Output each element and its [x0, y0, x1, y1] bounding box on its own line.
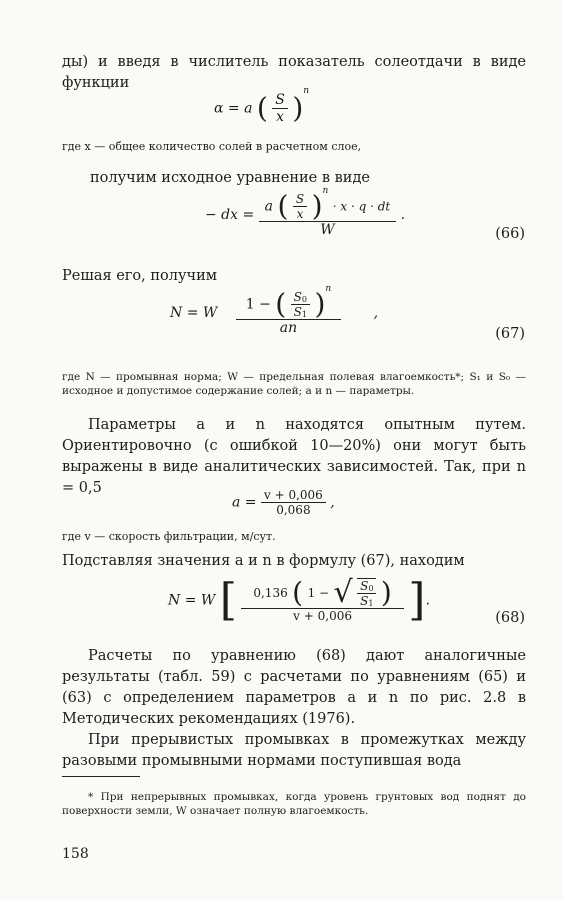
paragraph-4: Решая его, получим — [62, 268, 218, 284]
fraction — [259, 186, 397, 238]
paragraph-3: получим исходное уравнение в виде — [90, 170, 370, 186]
paren-right-icon: ) — [314, 287, 326, 321]
inner-numerator: S — [293, 192, 307, 207]
inner-fraction — [293, 192, 307, 221]
numerator-rest: · x · q · dt — [332, 199, 391, 214]
exponent: n — [322, 186, 329, 196]
numerator — [241, 575, 403, 610]
paragraph-9: Расчеты по уравнению (68) дают аналогичные результаты (табл. 59) с расчетами по уравнениям (65) и (63) с определением параметров a и n по рис. 2.8 в Методических рекомендациях (1976). — [62, 648, 526, 727]
one-minus: 1 − — [307, 586, 330, 600]
numerator: v + 0,006 — [261, 488, 326, 503]
paren-right-icon: ) — [292, 91, 304, 125]
equation-number-67: (67) — [495, 326, 525, 342]
inner-numerator: S0 — [291, 290, 310, 305]
fraction — [236, 284, 341, 336]
exponent: n — [325, 284, 332, 294]
paren-left-icon: ( — [256, 91, 268, 125]
formula-lhs: a = — [232, 494, 257, 511]
paragraph-1: ды) и введя в числитель показатель солеотдачи в виде функции — [62, 54, 526, 91]
formula-comma: , — [330, 494, 335, 511]
formula-66 — [205, 186, 406, 238]
bracket-right-icon: ] — [408, 574, 426, 626]
formula-67 — [170, 284, 379, 336]
coef: 0,136 — [253, 586, 288, 600]
paragraph-5: где N — промывная норма; W — предельная полевая влагоемкость*; S₁ и S₀ — исходное и допустимое содержание солей; a и n — параметры. — [62, 371, 526, 397]
paren-left-icon: ( — [277, 189, 289, 223]
page-number: 158 — [62, 846, 89, 862]
exponent: n — [303, 86, 310, 96]
paren-right-icon: ) — [380, 576, 392, 609]
equation-number-66: (66) — [495, 226, 525, 242]
footnote-divider — [62, 776, 140, 777]
equation-number-68: (68) — [495, 610, 525, 626]
denominator: an — [279, 320, 298, 336]
formula-lhs: N = W — [168, 592, 216, 609]
footnote: * При непрерывных промывках, когда уровень грунтовых вод поднят до поверхности земли, W означает полную влагоемкость. — [62, 791, 526, 817]
denominator: W — [320, 222, 335, 238]
formula-dot: . — [400, 207, 406, 223]
denominator: 0,068 — [276, 503, 311, 517]
paragraph-7: где v — скорость фильтрации, м/сут. — [62, 530, 276, 543]
formula-a — [232, 488, 335, 517]
inner-numerator: S0 — [357, 579, 376, 594]
formula-lhs: α = a — [214, 100, 253, 117]
numerator: S — [272, 92, 288, 109]
formula-lhs: N = W — [170, 305, 218, 321]
paragraph-8: Подставляя значения a и n в формулу (67), находим — [62, 553, 465, 569]
coef-a: a — [264, 198, 274, 215]
formula-alpha — [214, 86, 310, 125]
numerator — [259, 186, 397, 223]
formula-dot: . — [425, 592, 430, 609]
paren-left-icon: ( — [275, 287, 287, 321]
paren-left-icon: ( — [292, 576, 304, 609]
bracket-left-icon: [ — [219, 574, 237, 626]
denominator: v + 0,006 — [293, 609, 352, 623]
paragraph-10: При прерывистых промывках в промежутках между разовыми промывными нормами поступившая вода — [62, 732, 526, 769]
inner-fraction — [291, 290, 310, 319]
sqrt-icon: √ — [333, 575, 353, 610]
paren-right-icon: ) — [311, 189, 323, 223]
inner-denominator: S1 — [360, 594, 374, 608]
inner-denominator: S1 — [293, 305, 307, 319]
numerator-one: 1 − — [245, 296, 271, 313]
paragraph-2: где x — общее количество солей в расчетном слое, — [62, 140, 362, 153]
denominator: x — [276, 109, 285, 125]
inner-fraction — [357, 578, 376, 608]
paragraph-6: Параметры a и n находятся опытным путем. Ориентировочно (с ошибкой 10—20%) они могут быть выражены в виде аналитических зависимостей. Так, при n = 0,5 — [62, 417, 526, 496]
fraction — [241, 575, 403, 623]
fraction — [272, 92, 288, 125]
formula-68 — [168, 574, 430, 626]
fraction — [261, 488, 326, 517]
inner-denominator: x — [296, 207, 304, 221]
formula-lhs: − dx = — [205, 207, 255, 223]
formula-comma: , — [373, 305, 379, 321]
numerator — [236, 284, 341, 321]
